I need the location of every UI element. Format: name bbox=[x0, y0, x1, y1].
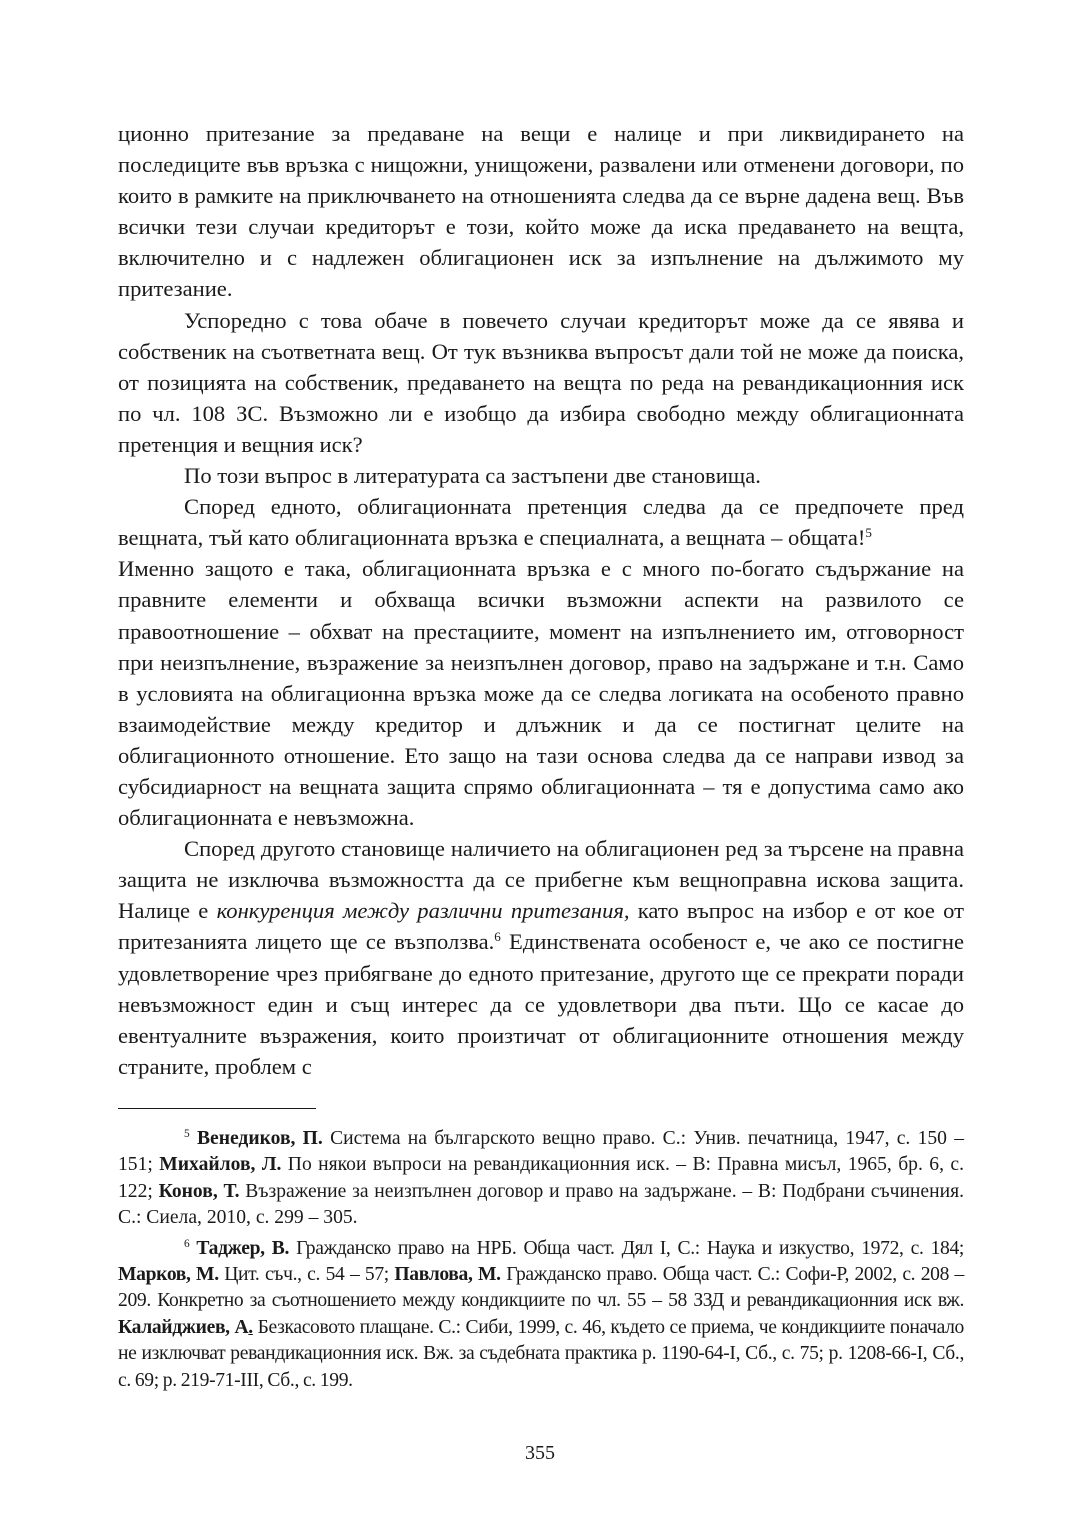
paragraph-5: Именно защото е така, облигационната връзка е с много по-богато съдържание на правните елементи и обхваща всички възможни аспекти на развилото се правоотношение – обхват на престациите, момент на изпълнението им, отговорност при неизпълнение, възражение за неизпълнен договор, право на задържане и т.н. Само в условията на облигационна връзка може да се следва логиката на особеното правно взаимодействие между кредитор и длъжник и да се постигнат целите на облигационното отношение. Ето защо на тази основа следва да се направи извод за субсидиарност на вещната защита спрямо облигационната – тя е допустима само ако облигационната е невъзможна. bbox=[118, 556, 964, 831]
footnote-5-number: 5 bbox=[184, 1128, 190, 1141]
footnote-6-author-4: Калайджиев, А bbox=[118, 1316, 249, 1338]
footnote-5 bbox=[118, 1126, 964, 1232]
footnote-6-text-2: Цит. съч., с. 54 – 57; bbox=[218, 1263, 395, 1285]
footnote-5-text-2: По някои въпроси на ревандикационния иск. – В: Правна мисъл, 1965, бр. 6, с. 122; bbox=[118, 1154, 965, 1202]
footnote-6 bbox=[118, 1236, 964, 1394]
footnote-6-author-2: Марков, М. bbox=[118, 1263, 219, 1285]
footnote-6-text-3: Гражданско право. Обща част. С.: Софи-Р, 2002, с. 208 – 209. Конкретно за съотношението между кондикциите по чл. 55 – 58 ЗЗД и ревандикационния иск вж. bbox=[118, 1263, 964, 1312]
paragraph-6-italic: конкуренция между различни притезания, bbox=[216, 898, 630, 924]
page-number: 355 bbox=[525, 1442, 555, 1464]
footnote-ref-6[interactable]: 6 bbox=[494, 929, 501, 945]
paragraph-3: По този въпрос в литературата са застъпени две становища. bbox=[184, 463, 761, 489]
footnotes bbox=[118, 1126, 964, 1394]
footnote-6-author-4-dot: . bbox=[248, 1316, 253, 1338]
paragraph-6-text-b: като въпрос на избор е от кое от притезанията лицето ще се възползва. bbox=[118, 898, 964, 955]
footnote-ref-5[interactable]: 5 bbox=[865, 525, 872, 541]
paragraph-1: ционно притезание за предаване на вещи е налице и при ликвидирането на последиците във връзка с нищожни, унищожени, развалени или отменени договори, по които в рамките на приключването на отношенията следва да се върне дадена вещ. Във всички тези случаи кредиторът е този, който може да иска предаването на вещта, включително и с надлежен облигационен иск за изпълнение на дължимото му притезание. bbox=[118, 121, 964, 302]
footnote-5-author-2: Михайлов, Л. bbox=[159, 1154, 282, 1176]
footnote-6-number: 6 bbox=[184, 1237, 190, 1250]
paragraph-4 bbox=[118, 491, 964, 553]
paragraph-4-text: Според едното, облигационната претенция следва да се предпочете пред вещната, тъй като облигационната връзка е специалната, а вещната – общата! bbox=[118, 494, 964, 551]
paragraph-2: Успоредно с това обаче в повечето случаи кредиторът може да се явява и собственик на съответната вещ. От тук възниква въпросът дали той не може да поиска, от позицията на собственик, предаването на вещта по реда на ревандикационния иск по чл. 108 ЗС. Възможно ли е изобщо да избира свободно между облигационната претенция и вещния иск? bbox=[118, 307, 964, 457]
footnote-6-author-1: Таджер, В. bbox=[196, 1237, 290, 1259]
body-text bbox=[118, 118, 964, 1082]
page-content bbox=[118, 118, 964, 1398]
footnote-6-text-1: Гражданско право на НРБ. Обща част. Дял I, С.: Наука и изкуство, 1972, с. 184; bbox=[289, 1237, 965, 1259]
footnote-5-author-1: Венедиков, П. bbox=[196, 1127, 323, 1149]
footnote-6-text-4: Безкасовото плащане. С.: Сиби, 1999, с. 46, където се приема, че кондикциите поначало не изключват ревандикационния иск. Вж. за съдебната практика р. 1190-64-I, Сб., с. 75; р. 1208-66-I, Сб., с. 69; р. 219-71-III, Сб., с. 199. bbox=[118, 1316, 964, 1391]
footnote-5-author-3: Конов, Т. bbox=[158, 1180, 240, 1202]
footnote-5-text-1: Система на българското вещно право. С.: Унив. печатница, 1947, с. 150 – 151; bbox=[118, 1127, 964, 1176]
paragraph-6-text-a: Според другото становище наличието на облигационен ред за търсене на правна защита не изключва възможността да се прибегне към вещноправна искова защита. Налице е bbox=[118, 836, 964, 924]
footnote-5-text-3: Възражение за неизпълнен договор и право на задържане. – В: Подбрани съчинения. С.: Сиела, 2010, с. 299 – 305. bbox=[118, 1180, 964, 1229]
paragraph-6-text-c: Единствената особеност е, че ако се постигне удовлетворение чрез прибягване до едното притезание, другото ще се прекрати поради невъзможност един и същ интерес да се удовлетвори два пъти. Що се касае до евентуалните възражения, които произтичат от облигационните отношения между страните, проблем с bbox=[118, 929, 964, 1079]
footnote-6-author-3: Павлова, М. bbox=[394, 1263, 501, 1285]
footnote-separator bbox=[118, 1108, 316, 1109]
paragraph-6 bbox=[118, 833, 964, 1082]
